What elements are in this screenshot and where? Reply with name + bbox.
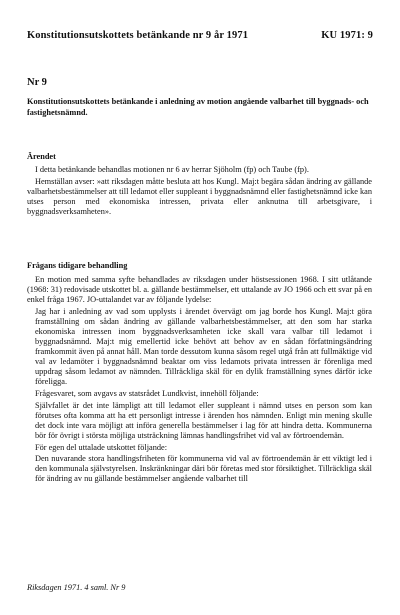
paragraph: Hemställan avser: »att riksdagen måtte besluta att hos Kungl. Maj:t begära sådan ändring av gällande valbarhetsbestämmelser att till ledamot eller suppleant i byggnadsnämnd eller fastighetsnämnd icke kan utses person med ekonomiska intressen, privata eller anknutna till arbetsgivare, i byggnadsverksamheten». (27, 176, 372, 216)
paragraph: En motion med samma syfte behandlades av riksdagen under höstsessionen 1968. I sitt utlåtande (1968: 31) redovisade utskottet bl. a. gällande bestämmelser, ett uttalande av JO 1966 och ett svar på en enkel fråga 1967. JO-uttalandet var av följande lydelse: (27, 275, 372, 305)
page-footer: Riksdagen 1971. 4 saml. Nr 9 (27, 583, 126, 592)
header-reference: KU 1971: 9 (321, 30, 373, 41)
section-tidigare-behandling (27, 275, 372, 486)
paragraph: I detta betänkande behandlas motionen nr 6 av herrar Sjöholm (fp) och Taube (fp). (35, 165, 309, 174)
paragraph: För egen del uttalade utskottet följande: (35, 442, 168, 452)
report-title: Konstitutionsutskottets betänkande i anledning av motion angående valbarhet till byggnads- och fastighetsnämnd. (27, 97, 369, 117)
paragraph: Frågesvaret, som avgavs av statsrådet Lundkvist, innehöll följande: (35, 389, 259, 399)
header-title: Konstitutionsutskottets betänkande nr 9 år 1971 (27, 30, 249, 41)
section-heading-arendet: Ärendet (27, 152, 56, 161)
report-number: Nr 9 (27, 77, 47, 88)
running-header (27, 30, 373, 41)
quoted-paragraph: Jag har i anledning av vad som upplysts i ärendet övervägt om jag borde hos Kungl. Maj:t göra framställning om sådan ändring av gällande valbarhetsbestämmelser, att den som har starka ekonomiska intressen inom byggnadsverksamheten icke skall vara valbar till ledamot i byggnadsnämnd. Maj:t mig emellertid icke behövt att behov av en sådan författningsändring framkommit även på annat håll. Man torde dessutom kunna såsom regel utgå från att fullmäktige vid val av ledamöter i byggnadsnämnd beaktar om viss ledamots privata intressen är förenliga med uppdrag såsom ledamot av nämnden. Tillräckliga skäl för en dylik framställning synes därför icke föreligga. (35, 306, 372, 387)
section-heading-tidigare-behandling: Frågans tidigare behandling (27, 261, 128, 270)
quoted-paragraph: Självfallet är det inte lämpligt att till ledamot eller suppleant i nämnd utses en person som kan förutses ofta komma att ha ett personligt intresse i ärenden hos nämnden. Enligt min mening skulle det dock inte vara möjligt att införa generella bestämmelser i lag för att hindra detta. Kommunerna bör för övrigt i största möjliga utsträckning lämnas handlingsfrihet vid val av förtroendemän. (35, 400, 372, 440)
quoted-paragraph: Den nuvarande stora handlingsfriheten för kommunerna vid val av förtroendemän är ett viktigt led i den kommunala självstyrelsen. Inskränkningar däri bör företas med stor försiktighet. Tillräckliga skäl för ändring av nu gällande bestämmelser angående valbarhet till (35, 454, 372, 484)
section-arendet (27, 165, 372, 218)
